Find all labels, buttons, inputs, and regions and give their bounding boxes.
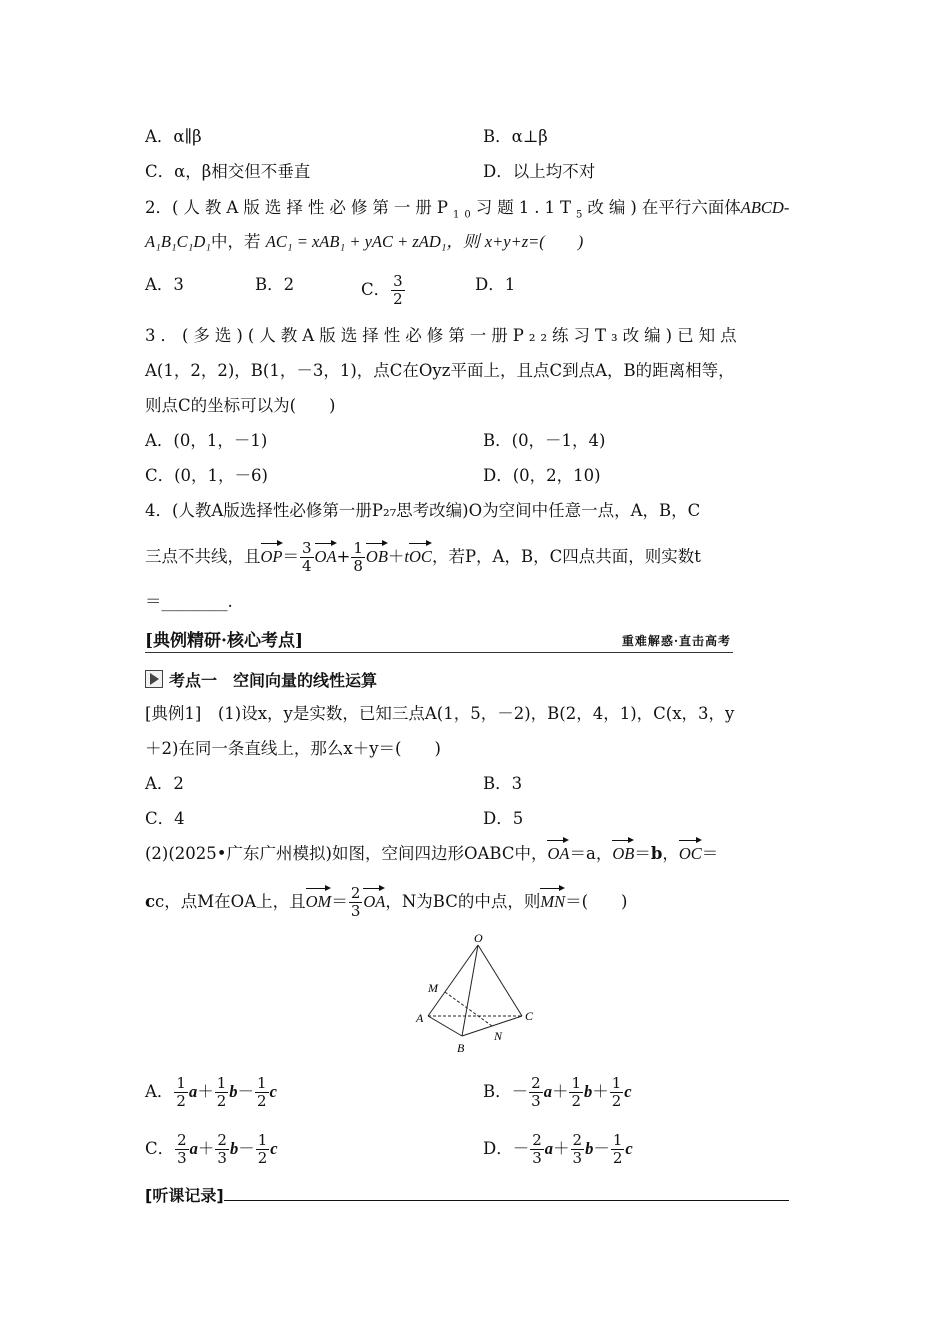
- label-A: A: [416, 1011, 424, 1025]
- q3-option-c: C．(0，1，－6): [145, 466, 268, 485]
- play-triangle-icon: [145, 670, 163, 688]
- q3-option-b: B．(0，－1，4): [483, 431, 606, 450]
- q3-line2: A(1，2，2)，B(1，－3，1)，点C在Oyz平面上，且点C到点A，B的距离相等，: [145, 361, 735, 380]
- ex1-p2-option-b: B．－ $\frac{2}{3}$ a＋ $\frac{1}{2}$ b＋ $\frac{1}{2}$ c: [483, 1074, 632, 1110]
- section-subtitle: 重难解惑·直击高考: [621, 634, 731, 648]
- q3-option-d: D．(0，2，10): [483, 466, 601, 485]
- label-N: N: [494, 1029, 503, 1043]
- q1-option-c: C．α，β相交但不垂直: [145, 162, 311, 181]
- q3-line3: 则点C的坐标可以为( ): [145, 396, 336, 415]
- section-title: [典例精研·核心考点]: [145, 631, 304, 651]
- q4-line2: 三点不共线，且OP＝ $\frac{3}{4}$ OA+ $\frac{1}{8}$ OB＋tOC，若P，A，B，C四点共面，则实数t: [145, 539, 701, 575]
- ex1-option-a: A．2: [145, 774, 184, 793]
- q2-options: A．3 B．2 C． $\frac{3}{2}$ D．1: [145, 272, 516, 308]
- label-O: O: [474, 931, 483, 945]
- ex1-line2: ＋2)在同一条直线上，那么x＋y＝( ): [145, 739, 441, 758]
- q3-line1: 3．(多选)(人教A版选择性必修第一册P₂₂练习T₃改编)已知点: [145, 326, 742, 345]
- q2-line2: A₁B₁C₁D₁中，若 AC₁ = xAB₁ + yAC + zAD₁，则 x+y+z=( ): [145, 232, 584, 251]
- q2-vector-equation: AC₁ = xAB₁ + yAC + zAD₁，则: [265, 232, 480, 251]
- q4-line1: 4．(人教A版选择性必修第一册P₂₇思考改编)O为空间中任意一点，A，B，C: [145, 501, 701, 520]
- tetrahedron-figure: [410, 930, 550, 1060]
- q1-option-b: B．α⊥β: [483, 127, 548, 146]
- ex1-p2-option-d: D．－ $\frac{2}{3}$ a＋ $\frac{2}{3}$ b－ $\frac{1}{2}$ c: [483, 1131, 633, 1167]
- ex1-p2-option-a: A． $\frac{1}{2}$ a＋ $\frac{1}{2}$ b－ $\frac{1}{2}$ c: [145, 1074, 277, 1110]
- listen-record: [听课记录]: [145, 1184, 789, 1208]
- ex1-option-c: C．4: [145, 809, 185, 828]
- ex1-p2-line1: (2)(2025•广东广州模拟)如图，空间四边形OABC中，OA＝a，OB＝b，OC＝: [145, 842, 718, 866]
- ex1-option-d: D．5: [483, 809, 524, 828]
- label-C: C: [525, 1009, 534, 1023]
- q1-option-d: D．以上均不对: [483, 162, 596, 181]
- q4-line3: ＝________.: [145, 592, 233, 611]
- listen-record-line[interactable]: [224, 1186, 789, 1201]
- q2-line1: 2．(人教A版选择性必修第一册$P_{10}$习题$1.1T_5$改编)在平行六面体ABCD-: [145, 198, 790, 221]
- label-B: B: [457, 1041, 465, 1055]
- section-header: [145, 624, 733, 653]
- q1-option-a: A．α∥β: [145, 127, 202, 146]
- q3-option-a: A．(0，1，－1): [145, 431, 268, 450]
- ex1-option-b: B．3: [483, 774, 523, 793]
- ex1-p2-option-c: C． $\frac{2}{3}$ a＋ $\frac{2}{3}$ b－ $\frac{1}{2}$ c: [145, 1131, 278, 1167]
- ex1-line1: [典例1] (1)设x，y是实数，已知三点A(1，5，－2)，B(2，4，1)，C(x，3，y: [145, 704, 735, 723]
- kaodian-heading: 考点一 空间向量的线性运算: [145, 668, 377, 691]
- ex1-p2-line2: cc，点M在OA上，且OM＝ $\frac{2}{3}$ OA，N为BC的中点，则MN＝( ): [145, 884, 628, 920]
- label-M: M: [428, 981, 438, 995]
